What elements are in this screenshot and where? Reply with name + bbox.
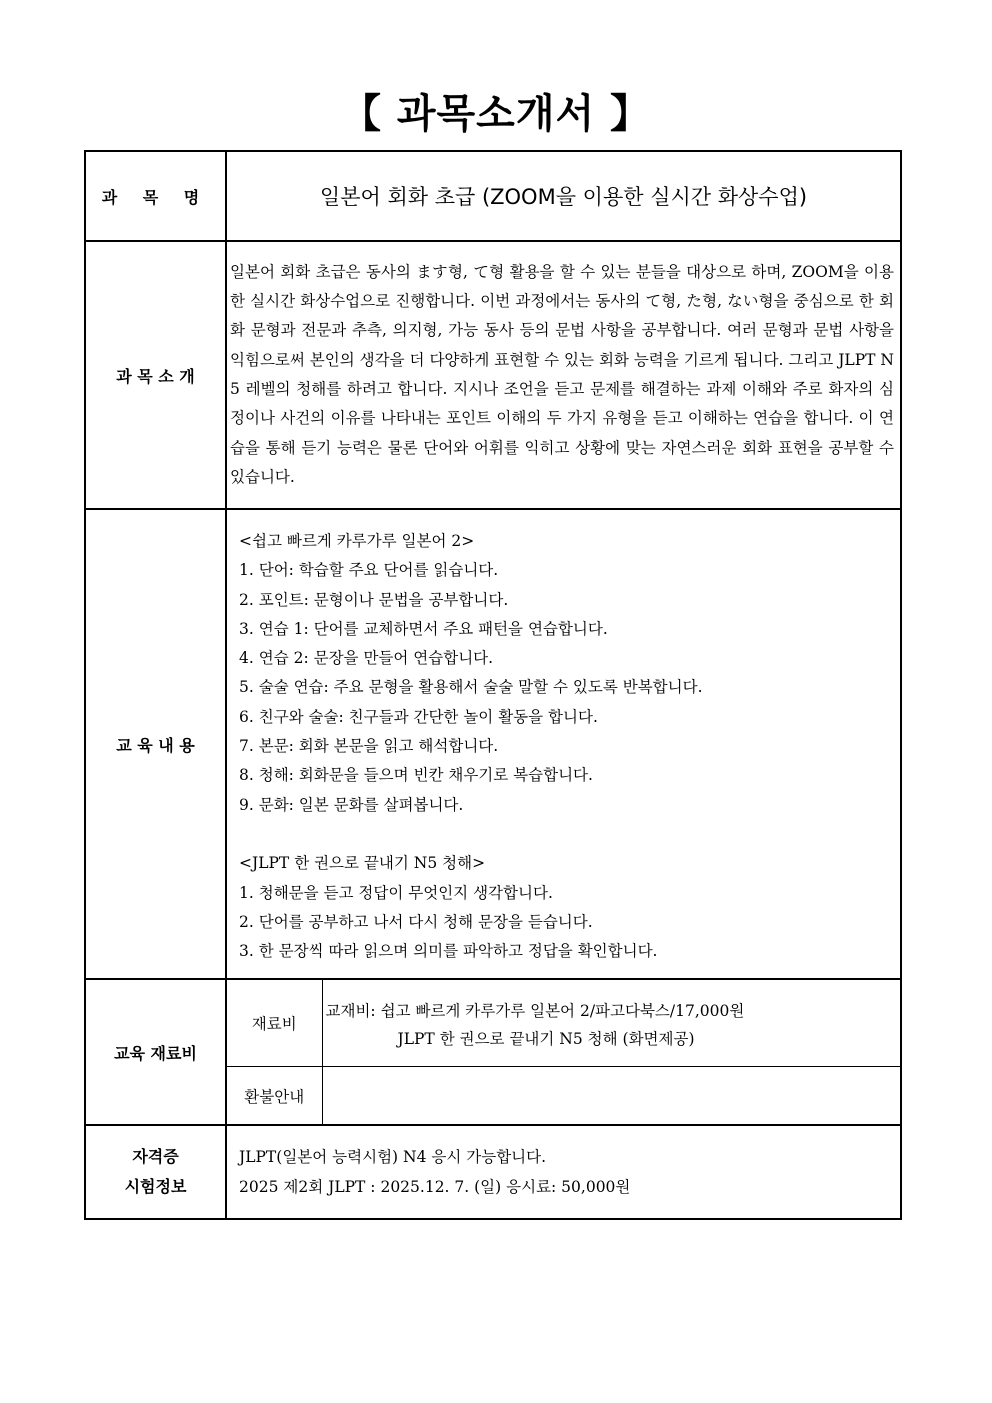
book1-item: 4. 연습 2: 문장을 만들어 연습합니다.	[239, 649, 494, 668]
book2-item: 2. 단어를 공부하고 나서 다시 청해 문장을 듣습니다.	[239, 912, 593, 931]
fee-line-1: 교재비: 쉽고 빠르게 카루가루 일본어 2/파고다북스/17,000원	[325, 1002, 745, 1021]
document-title: 【 과목소개서 】	[340, 91, 652, 137]
certificate-label-line-1: 자격증	[132, 1147, 179, 1167]
spacer	[239, 820, 888, 849]
fee-row	[227, 980, 900, 1066]
content-row	[85, 509, 901, 979]
subject-row	[85, 151, 901, 241]
materials-subtable	[227, 980, 900, 1124]
book1-item: 6. 친구와 술술: 친구들과 간단한 놀이 활동을 합니다.	[239, 707, 598, 726]
book1-item: 7. 본문: 회화 본문을 읽고 해석합니다.	[239, 737, 499, 756]
intro-text: 일본어 회화 초급은 동사의 ます형, て형 활용을 할 수 있는 분들을 대상으로 하며, ZOOM을 이용한 실시간 화상수업으로 진행합니다. 이번 과정에서는 동사의 て형, た형, ない형을 중심으로 한 회화 문형과 전문과 추측, 의지형, 가능 동사 등의 문법 사항을 공부합니다. 여러 문형과 문법 사항을 익힘으로써 본인의 생각을 더 다양하게 표현할 수 있는 회화 능력을 기르게 됩니다. 그리고 JLPT N5 레벨의 청해를 하려고 합니다. 지시나 조언을 듣고 문제를 해결하는 과제 이해와 주로 화자의 심정이나 사건의 이유를 나타내는 포인트 이해의 두 가지 유형을 듣고 이해하는 연습을 합니다. 이 연습을 통해 듣기 능력은 물론 단어와 어휘를 익히고 상황에 맞는 자연스러운 회화 표현을 공부할 수 있습니다.	[226, 241, 901, 509]
book1-item: 8. 청해: 회화문을 들으며 빈칸 채우기로 복습합니다.	[239, 766, 593, 785]
certificate-line-1: JLPT(일본어 능력시험) N4 응시 가능합니다.	[239, 1148, 547, 1167]
book1-title: <쉽고 빠르게 카루가루 일본어 2>	[239, 532, 475, 550]
book2-item: 3. 한 문장씩 따라 읽으며 의미를 파악하고 정답을 확인합니다.	[239, 942, 658, 961]
subject-label: 과 목 명	[85, 151, 226, 241]
intro-row	[85, 241, 901, 509]
content-label: 교 육 내 용	[85, 509, 226, 979]
course-info-table	[84, 150, 902, 1220]
materials-label: 교육 재료비	[85, 979, 226, 1125]
book1-item: 3. 연습 1: 단어를 교체하면서 주요 패턴을 연습합니다.	[239, 619, 608, 638]
refund-value	[322, 1066, 900, 1124]
fee-label: 재료비	[227, 980, 322, 1066]
refund-row	[227, 1066, 900, 1124]
subject-value: 일본어 회화 초급 (ZOOM을 이용한 실시간 화상수업)	[226, 151, 901, 241]
book1-item: 5. 술술 연습: 주요 문형을 활용해서 술술 말할 수 있도록 반복합니다.	[239, 678, 703, 697]
fee-line-2: JLPT 한 권으로 끝내기 N5 청해 (화면제공)	[397, 1030, 695, 1049]
fee-value	[322, 980, 900, 1066]
materials-row	[85, 979, 901, 1125]
certificate-label	[85, 1125, 226, 1219]
certificate-row	[85, 1125, 901, 1219]
materials-cell	[226, 979, 901, 1125]
book2-item: 1. 청해문을 듣고 정답이 무엇인지 생각합니다.	[239, 883, 553, 902]
book2-title: <JLPT 한 권으로 끝내기 N5 청해>	[239, 854, 486, 873]
certificate-info	[226, 1125, 901, 1219]
certificate-line-2: 2025 제2회 JLPT : 2025.12. 7. (일) 응시료: 50,000원	[239, 1177, 631, 1196]
book1-item: 2. 포인트: 문형이나 문법을 공부합니다.	[239, 590, 509, 609]
intro-label: 과 목 소 개	[85, 241, 226, 509]
refund-label: 환불안내	[227, 1066, 322, 1124]
book1-item: 9. 문화: 일본 문화를 살펴봅니다.	[239, 795, 464, 814]
book1-item: 1. 단어: 학습할 주요 단어를 읽습니다.	[239, 561, 499, 580]
content-cell	[226, 509, 901, 979]
certificate-label-line-2: 시험정보	[124, 1177, 187, 1197]
